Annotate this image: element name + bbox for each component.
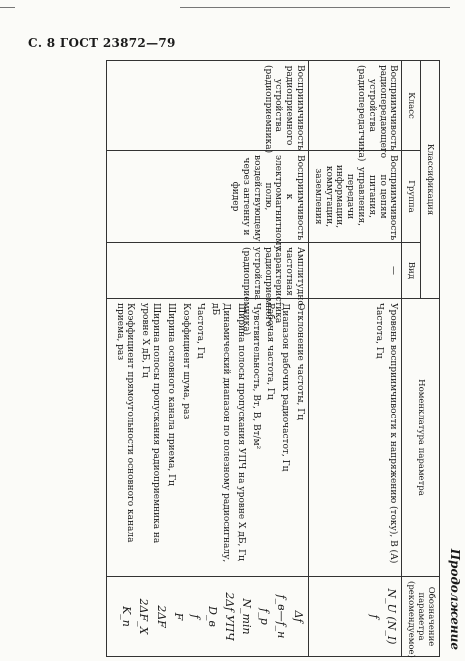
parameter-item: Коэффициент шума, раз bbox=[180, 303, 191, 420]
parameter-item: Частота, Гц bbox=[195, 303, 206, 359]
designation-item: N_U (N_I) bbox=[385, 588, 399, 645]
parameter-item: Коэффициент прямоугольности основного канала приема, раз bbox=[114, 303, 136, 543]
type-header: Вид bbox=[402, 243, 421, 299]
class-cell: Восприимчивость радиоприемного устройства (радиоприемника) bbox=[106, 61, 308, 151]
designation-item: N_min bbox=[240, 598, 254, 635]
classification-header: Классификация bbox=[421, 61, 440, 299]
class-header: Класс bbox=[402, 61, 421, 151]
designation-cell bbox=[106, 577, 308, 657]
type-cell: Амплитудно-частотная характеристика радиоприемного устройства (радиоприемника) bbox=[106, 243, 308, 299]
designation-item: 2ΔF_X bbox=[137, 598, 151, 635]
parameter-item: Отклонение частоты, Гц bbox=[295, 303, 306, 420]
class-cell: Восприимчивость радиопередающего устройства (радиопередатчика) bbox=[309, 61, 402, 151]
designation-item: f bbox=[188, 614, 202, 619]
designation-item: f_p bbox=[257, 608, 271, 625]
parameter-item: Рабочая частота, Гц bbox=[265, 303, 276, 400]
group-cell: Восприимчивость по цепям питания, управления, передачи информации, коммутации, заземления bbox=[309, 151, 402, 243]
designation-item: 2ΔF bbox=[154, 605, 168, 628]
parameter-item: Динамический диапазон по полезному радиосигналу, дБ bbox=[210, 303, 232, 563]
rotated-table-area bbox=[25, 60, 460, 656]
designation-item: K_п bbox=[120, 606, 134, 627]
parameter-item: Ширина полосы пропускания УПЧ на уровне X дБ, Гц bbox=[235, 303, 246, 561]
designation-cell bbox=[309, 577, 402, 657]
group-cell: Восприимчивость к электромагнитному полю, воздействующему через антенну и фидер bbox=[106, 151, 308, 243]
designation-item: F bbox=[171, 612, 185, 621]
continuation-label: Продолжение bbox=[448, 548, 462, 650]
designation-item: 2Δf УПЧ bbox=[223, 592, 237, 641]
page-header: С. 8 ГОСТ 23872—79 bbox=[28, 36, 176, 50]
parameter-item: Чувствительность, Вт, В, Вт/м² bbox=[250, 303, 261, 450]
group-header: Группа bbox=[402, 151, 421, 243]
designation-item: Δf bbox=[292, 610, 306, 623]
designation-item: f bbox=[368, 614, 382, 619]
designation-header: Обозначение параметра (рекомендуемое) bbox=[402, 577, 440, 657]
designation-item: D_в bbox=[206, 606, 220, 627]
table-row bbox=[106, 61, 308, 657]
parameters-cell bbox=[106, 299, 308, 577]
parameter-item: Ширина полосы пропускания радиоприемника на уровне X дБ, Гц bbox=[140, 303, 162, 544]
parameters-header: Номенклатура параметра bbox=[402, 299, 440, 577]
parameter-item: Диапазон рабочих радиочастот, Гц bbox=[280, 303, 291, 472]
parameters-table bbox=[106, 60, 440, 657]
parameter-item: Частота, Гц bbox=[373, 303, 384, 359]
designation-item: f_в—f_н bbox=[274, 594, 288, 639]
table-header-row bbox=[421, 61, 440, 657]
parameter-item: Уровень восприимчивости к напряжению (току), В (А) bbox=[388, 303, 399, 564]
parameters-cell bbox=[309, 299, 402, 577]
parameter-item: Ширина основного канала приема, Гц bbox=[165, 303, 176, 486]
top-rule-left bbox=[0, 7, 15, 8]
table-row bbox=[309, 61, 402, 657]
type-cell: — bbox=[309, 243, 402, 299]
top-rule-right bbox=[180, 7, 450, 8]
